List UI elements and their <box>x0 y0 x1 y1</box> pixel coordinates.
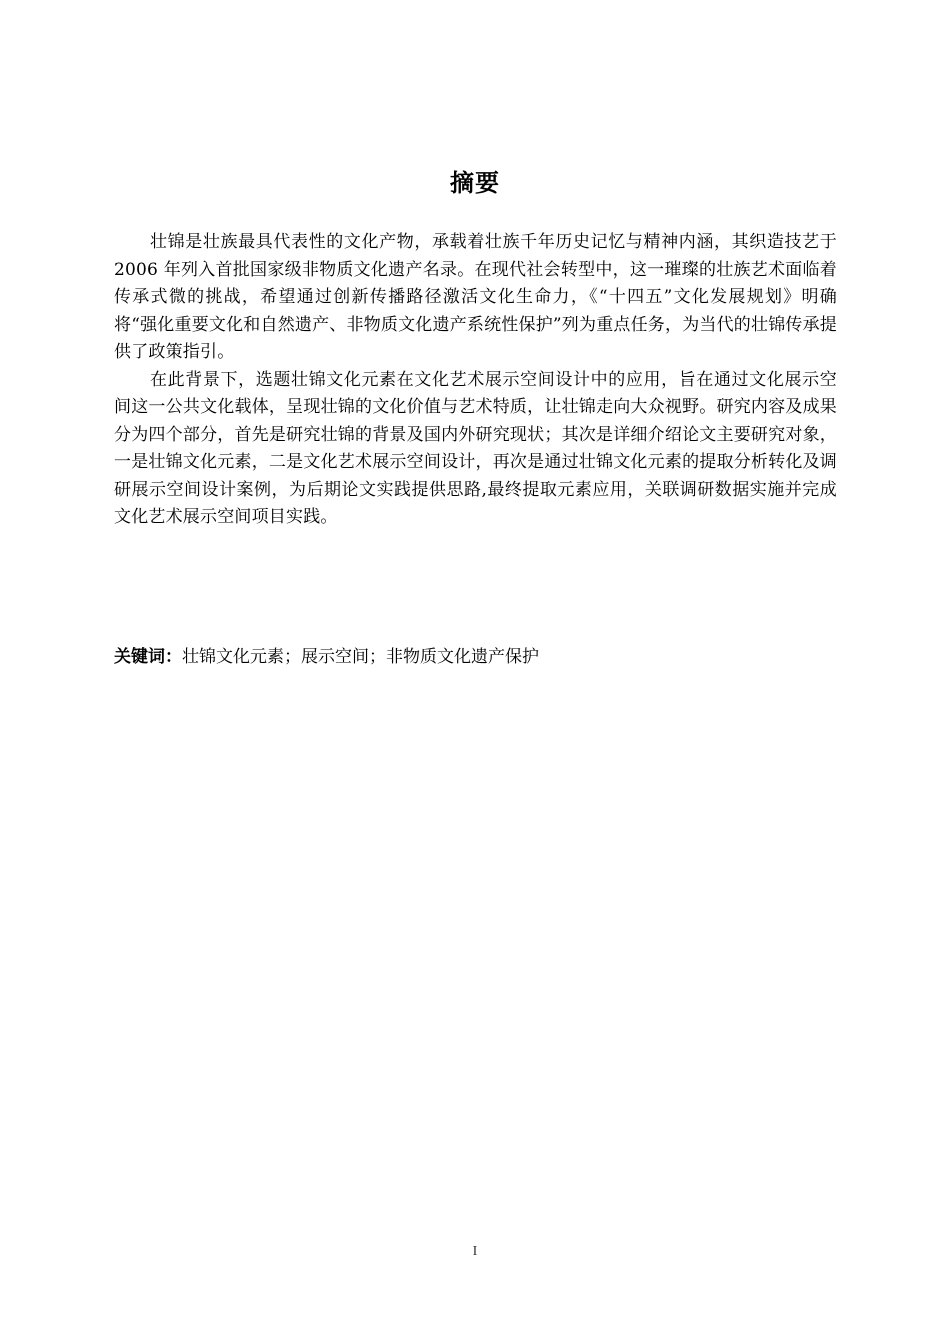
keywords-text: 壮锦文化元素；展示空间；非物质文化遗产保护 <box>182 647 539 667</box>
abstract-paragraph-1: 壮锦是壮族最具代表性的文化产物，承载着壮族千年历史记忆与精神内涵，其织造技艺于 2006 年列入首批国家级非物质文化遗产名录。在现代社会转型中，这一璀璨的壮族艺术面临着传承式微的挑战，希望通过创新传播路径激活文化生命力，《“十四五”文化发展规划》明确将“强化重要文化和自然遗产、非物质文化遗产系统性保护”列为重点任务，为当代的壮锦传承提供了政策指引。 <box>114 232 837 362</box>
keywords-label: 关键词： <box>114 647 182 667</box>
abstract-body <box>114 229 837 532</box>
abstract-title: 摘要 <box>450 169 500 197</box>
keywords-line <box>114 644 837 671</box>
abstract-paragraph-2: 在此背景下，选题壮锦文化元素在文化艺术展示空间设计中的应用，旨在通过文化展示空间这一公共文化载体，呈现壮锦的文化价值与艺术特质，让壮锦走向大众视野。研究内容及成果分为四个部分，首先是研究壮锦的背景及国内外研究现状；其次是详细介绍论文主要研究对象，一是壮锦文化元素，二是文化艺术展示空间设计，再次是通过壮锦文化元素的提取分析转化及调研展示空间设计案例，为后期论文实践提供思路,最终提取元素应用，关联调研数据实施并完成文化艺术展示空间项目实践。 <box>114 369 837 527</box>
page-number: I <box>472 1244 478 1259</box>
